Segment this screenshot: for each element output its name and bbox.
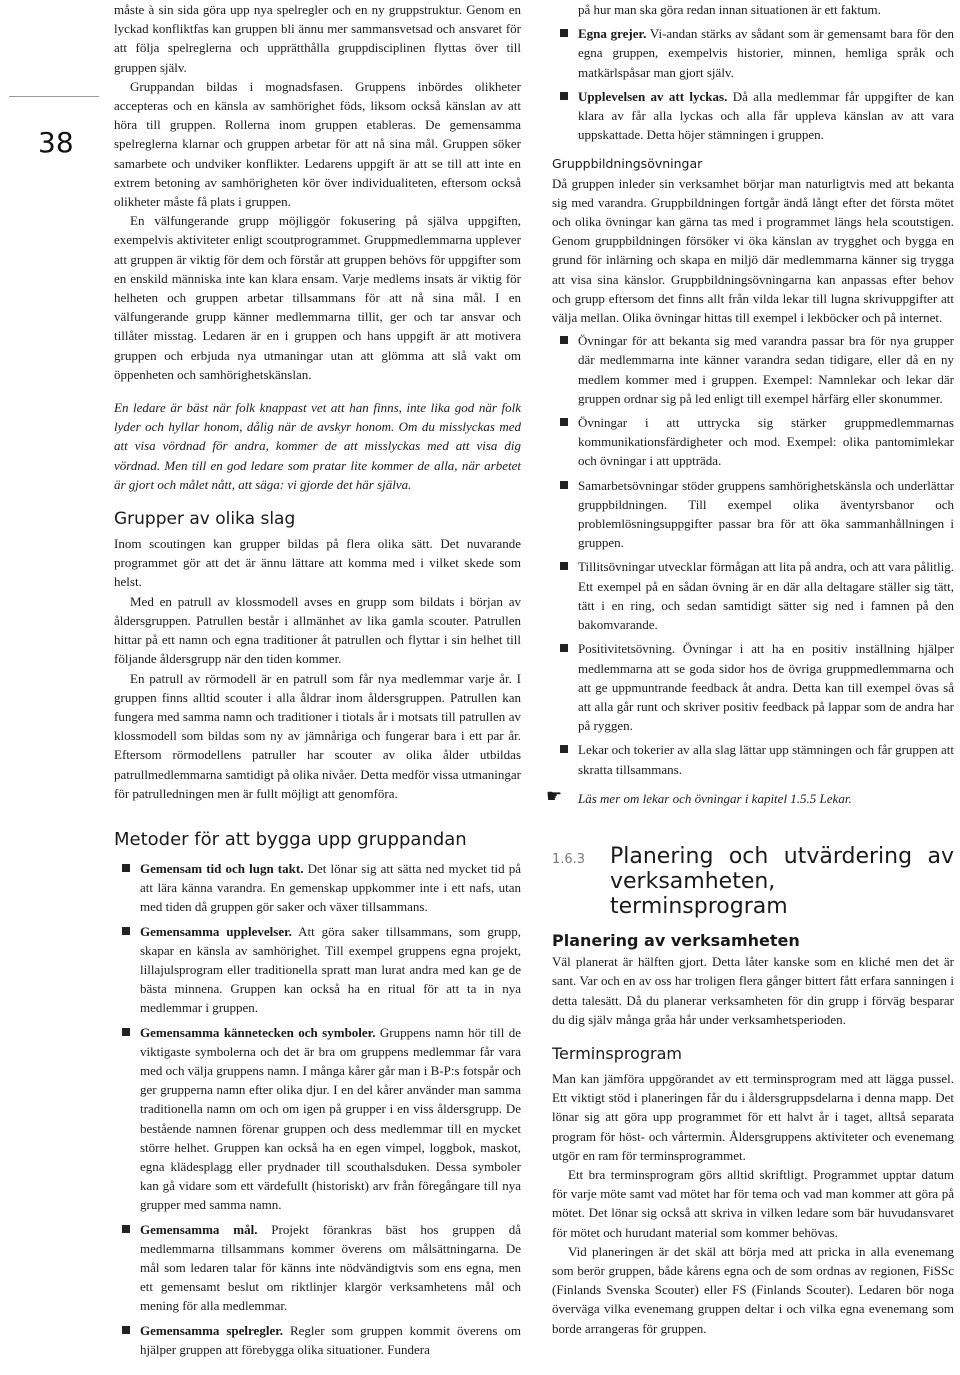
page-number: 38 [38,126,74,159]
bullet-square-icon [560,745,568,753]
chapter-title: Planering och utvärdering av verksamheten, terminsprogram [610,843,954,919]
heading-grupper: Grupper av olika slag [114,509,296,530]
paragraph: Gruppandan bildas i mognadsfasen. Gruppens inbördes olikheter accepteras och en känsla av samhörighet föds, liksom också känslan av att höra till gruppen. Rollerna inom gruppen etableras. De gemensamma spelreglerna klarnar och gruppen arbetar för att nå sina mål. Gruppen söker samarbete och undviker konflikter. Ledarens uppgift är att se till att inte en extrem betoning av samhörigheten kör över individualiteten, eftersom också olikheter måste få plats i gruppen. [114,78,521,210]
list-item: Lekar och tokerier av alla slag lättar upp stämningen och får gruppen att skratta tillsammans. [552,740,954,778]
left-column [114,0,521,1364]
methods-list-cont [552,24,954,144]
bullet-square-icon [122,927,130,935]
exercises-list [552,331,954,778]
chapter-number: 1.6.3 [552,851,586,867]
heading-terminsprogram: Terminsprogram [552,1043,682,1063]
list-item: Egna grejer. Vi-andan stärks av sådant som är gemensamt bara för den egna gruppen, exempelvis historier, minnen, hemliga språk och matkärlspåsar man gjort själv. [552,24,954,82]
bullet-square-icon [560,336,568,344]
heading-metoder: Metoder för att bygga upp gruppandan [114,828,467,850]
paragraph: Väl planerat är hälften gjort. Detta låter kanske som en kliché men det är sant. Var och en av oss har troligen flera gånger bittert fått erfara sanningen i detta talesätt. Då du planerar verksamheten för din grupp i förväg besparar du dig själv många gråa hår under verksamhetsperioden. [552,954,954,1027]
bullet-square-icon [560,92,568,100]
list-item: Gemensamma mål. Projekt förankras bäst hos gruppen då medlemmarna tillsammans kommer överens om målsättningarna. De mål som ledaren talar för känns inte nödvändigtvis som ens egna, men ett gemensamt beslut om riktlinjer klargör verksamhetens mål och mening för alla medlemmar. [114,1220,521,1316]
paragraph: Inom scoutingen kan grupper bildas på flera olika sätt. Det nuvarande programmet gör att det är ännu lättare att komma med i vilket skede som helst. [114,536,521,590]
list-item: Tillitsövningar utvecklar förmågan att lita på andra, och att vara pålitlig. Ett exempel på en sådan övning är en där alla deltagare ställer sig tätt, tätt i en ring, och sedan samtidigt sätter sig ned i famnen på den bakomvarande. [552,557,954,634]
list-item: Gemensamma upplevelser. Att göra saker tillsammans, som grupp, skapar en känsla av samhörighet. Till exempel gruppens egna projekt, lillajulsprogram eller traditionella spratt man lurat andra med kan ge de bästa minnena. Gruppen kan också ha en ritual för att ta in nya medlemmar i gruppen. [114,922,521,1018]
list-item: Positivitetsövning. Övningar i att ha en positiv inställning hjälper medlemmarna att se goda sidor hos de övriga gruppmedlemmarna och att ge uppmuntrande feedback åt andra. Detta kan till exempel övas så att alla går runt och skriver positiv feedback på lappar som de andra har på ryggen. [552,639,954,735]
bullet-square-icon [560,644,568,652]
list-item: Övningar i att uttrycka sig stärker gruppmedlemmarnas kommunikationsfärdigheter och mod. Exempel: olika pantomimlekar och övningar i att uppträda. [552,413,954,471]
paragraph: Ett bra terminsprogram görs alltid skriftligt. Programmet upptar datum för varje möte samt vad mötet har för tema och vad man kommer att göra på mötet. Det lönar sig också att skriva in vilken ledare som bär huvudansvaret för mötet och hurudant material som kommer behövas. [552,1166,954,1240]
bullet-square-icon [560,29,568,37]
list-item: Gemensamma kännetecken och symboler. Gruppens namn hör till de viktigaste symbolerna och det är bra om gruppens medlemmar får vara med och välja gruppens namn. I många kårer går man i B-P:s fotspår och ger grupperna namn efter olika djur. I en del kårer använder man samma traditionella namn om och om igen på grupper i en viss åldersgrupp. De bestående namnen förenar gruppen och dess medlemmar till en mycket större helhet. Gruppen kan också ha en egen vimpel, loggbok, maskot, egna klädesplagg eller prydnader till scouthalsduken. Dessa symboler kan gå vidare som ett värdefullt (historiskt) arv från föregångare till nya grupper med samma namn. [114,1023,521,1215]
paragraph: Vid planeringen är det skäl att börja med att pricka in alla evenemang som berör gruppen, både kårens egna och de som ordnas av regionen, FiSSc (Finlands Svenska Scouter) eller FS (Finlands Scouter). Ledaren bör noga överväga vilka evenemang gruppen deltar i och vilka egna evenemang som borde arrangeras för gruppen. [552,1243,954,1336]
bullet-square-icon [122,864,130,872]
methods-list [114,859,521,1359]
list-item: Gemensam tid och lugn takt. Det lönar sig att sätta ned mycket tid på att lära känna varandra. En gemenskap uppkommer inte i ett nafs, utan med tiden då gruppen gör saker och växer tillsammans. [114,859,521,917]
quote: En ledare är bäst när folk knappast vet att han finns, inte lika god när folk lyder och hyllar honom, dålig när de avskyr honom. Om du misslyckas med att visa vördnad för andra, kommer de att misslyckas med att visa dig vördnad. Men till en god ledare som pratar lite kommer de alla, när arbetet är gjort och målet nått, att säga: vi gjorde det här själva. [114,400,521,492]
paragraph: En patrull av rörmodell är en patrull som får nya medlemmar varje år. I gruppen finns alltid scouter i alla åldrar inom åldersgruppen. Patrullen kan fungera med samma namn och traditioner i tiotals år i motsats till patrullen av klossmodell som bildas som ny av jämnåriga och fungerar bara i ett par år. Eftersom rörmodellens patruller har scouter av olika ålder utbildas patrullmedlemmarna samtidigt på olika nivåer. Detta medför vissa utmaningar för patrulledningen men är fullt möjligt att genomföra. [114,670,521,801]
paragraph: En välfungerande grupp möjliggör fokusering på själva uppgiften, exempelvis aktiviteter enligt scoutprogrammet. Gruppmedlemmarna upplever att gruppen är viktig för dem och förstår att gruppen behövs för uppgifter som en enskild människa inte kan klara ensam. Varje medlems insats är viktig för helheten och gruppen arbetar tillsammans för att nå sina mål. I en välfungerande grupp känner medlemmarna tillit, ger och tar ansvar och tillåter misstag. Ledaren är en i gruppen och hans uppgift är att motivera gruppen och erbjuda nya utmaningar utan att glömma att slå vakt om öppenheten och samhörighetskänslan. [114,213,521,382]
heading-planering: Planering av verksamheten [552,930,800,950]
pointing-hand-icon: ☛ [546,785,563,807]
list-item: Gemensamma spelregler. Regler som gruppen kommit överens om hjälper gruppen att förebygga olika situationer. Fundera [114,1321,521,1359]
paragraph: måste à sin sida göra upp nya spelregler och en ny gruppstruktur. Genom en lyckad konfliktfas kan gruppen bli ännu mer sammansvetsad och ansvaret för att följa spelreglerna och upprätthålla gruppdisciplinen flyttas över till gruppen själv. [114,2,521,75]
paragraph: på hur man ska göra redan innan situationen är ett faktum. [578,2,881,17]
margin-rule [9,96,99,97]
heading-ovningar: Gruppbildningsövningar [552,156,703,172]
paragraph: Med en patrull av klossmodell avses en grupp som bildats i början av åldersgruppen. Patrullen består i allmänhet av lika gamla scouter. Patrullen hittar på ett namn och egna traditioner åt patrullen och flyttar i sin helhet till följande åldersgrupp när den tiden kommer. [114,593,521,667]
bullet-square-icon [560,481,568,489]
chapter-heading [552,844,954,919]
paragraph: Man kan jämföra uppgörandet av ett terminsprogram med att lägga pussel. Ett viktigt stöd i planeringen får du i åldersgruppsdelarna i denna mapp. Det lönar sig att göra upp programmet för ett halvt år i taget, alltså separata program för höst- och vårtermin. Åldersgruppens aktiviteter och evenemang utgör en ram för terminsprogrammet. [552,1070,954,1163]
list-item: Övningar för att bekanta sig med varandra passar bra för nya grupper där medlemmarna inte känner varandra sedan tidigare, eller då en ny medlem kommer med i gruppen. Exempel: Namnlekar och lekar där gruppen ordnar sig på led enligt till exempel hårfärg eller skonummer. [552,331,954,408]
bullet-square-icon [122,1028,130,1036]
bullet-square-icon [122,1225,130,1233]
list-item: Samarbetsövningar stöder gruppens samhörighetskänsla och underlättar gruppbildningen. Till exempel olika äventyrsbanor och problemlösningsuppgifter passar bra för att öka sammanhållningen i gruppen. [552,476,954,553]
right-column [546,0,954,1338]
paragraph: Då gruppen inleder sin verksamhet börjar man naturligtvis med att bekanta sig med varandra. Gruppbildningen fortgår ändå långt efter det första mötet och olika övningar kan gärna tas med i programmet längs hela scoutstigen. Genom gruppbildningen försöker vi öka känslan av trygghet och bygga en grund för inlärning och skapa en miljö där medlemmarna känner sig trygga att visa sina känslor. Gruppbildningsövningarna kan anpassas efter behov och grupp eftersom det finns allt från vilda lekar till lugna skrivuppgifter att välja mellan. Olika övningar hittas till exempel i lekböcker och på internet. [552,175,954,326]
reference-note: ☛ Läs mer om lekar och övningar i kapitel 1.5.5 Lekar. [546,785,852,807]
list-item: Upplevelsen av att lyckas. Då alla medlemmar får uppgifter de kan klara av får alla lyckas och alla får uppleva känslan av att vara uppskattade. Detta höjer stämningen i gruppen. [552,87,954,145]
bullet-square-icon [560,418,568,426]
bullet-square-icon [122,1326,130,1334]
bullet-square-icon [560,562,568,570]
